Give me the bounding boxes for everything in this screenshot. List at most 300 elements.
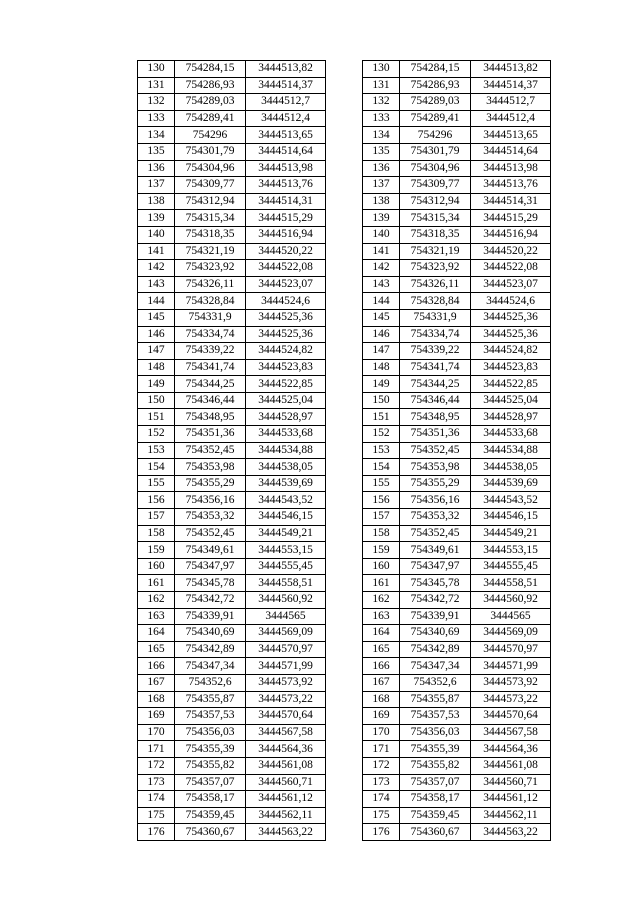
y-coordinate-cell: 3444573,92: [471, 674, 551, 691]
y-coordinate-cell: 3444522,08: [471, 260, 551, 277]
y-coordinate-cell: 3444513,65: [246, 127, 326, 144]
point-number-cell: 156: [138, 492, 175, 509]
table-row: [363, 376, 551, 393]
point-number-cell: 164: [138, 625, 175, 642]
x-coordinate-cell: 754344,25: [175, 376, 246, 393]
table-row: [363, 193, 551, 210]
point-number-cell: 146: [138, 326, 175, 343]
y-coordinate-cell: 3444524,6: [471, 293, 551, 310]
table-row: [363, 757, 551, 774]
point-number-cell: 176: [363, 824, 400, 841]
point-number-cell: 159: [363, 542, 400, 559]
y-coordinate-cell: 3444573,92: [246, 674, 326, 691]
x-coordinate-cell: 754351,36: [400, 426, 471, 443]
point-number-cell: 158: [138, 525, 175, 542]
point-number-cell: 155: [138, 475, 175, 492]
y-coordinate-cell: 3444512,7: [246, 94, 326, 111]
table-row: [138, 807, 326, 824]
y-coordinate-cell: 3444546,15: [471, 509, 551, 526]
point-number-cell: 143: [138, 276, 175, 293]
point-number-cell: 131: [138, 77, 175, 94]
y-coordinate-cell: 3444515,29: [471, 210, 551, 227]
y-coordinate-cell: 3444538,05: [246, 459, 326, 476]
y-coordinate-cell: 3444513,98: [246, 160, 326, 177]
table-row: [138, 376, 326, 393]
point-number-cell: 143: [363, 276, 400, 293]
x-coordinate-cell: 754296: [175, 127, 246, 144]
x-coordinate-cell: 754323,92: [400, 260, 471, 277]
point-number-cell: 155: [363, 475, 400, 492]
table-row: [363, 127, 551, 144]
point-number-cell: 142: [363, 260, 400, 277]
table-row: [363, 807, 551, 824]
point-number-cell: 176: [138, 824, 175, 841]
table-row: [138, 243, 326, 260]
x-coordinate-cell: 754360,67: [400, 824, 471, 841]
x-coordinate-cell: 754358,17: [400, 791, 471, 808]
y-coordinate-cell: 3444525,04: [471, 392, 551, 409]
table-row: [138, 459, 326, 476]
y-coordinate-cell: 3444558,51: [471, 575, 551, 592]
x-coordinate-cell: 754355,39: [175, 741, 246, 758]
table-row: [138, 343, 326, 360]
x-coordinate-cell: 754286,93: [175, 77, 246, 94]
table-row: [363, 592, 551, 609]
y-coordinate-cell: 3444570,64: [471, 708, 551, 725]
y-coordinate-cell: 3444514,31: [471, 193, 551, 210]
point-number-cell: 147: [138, 343, 175, 360]
point-number-cell: 148: [138, 359, 175, 376]
point-number-cell: 131: [363, 77, 400, 94]
table-row: [138, 542, 326, 559]
point-number-cell: 159: [138, 542, 175, 559]
y-coordinate-cell: 3444560,92: [471, 592, 551, 609]
point-number-cell: 162: [138, 592, 175, 609]
table-row: [363, 608, 551, 625]
point-number-cell: 153: [363, 442, 400, 459]
point-number-cell: 145: [138, 309, 175, 326]
x-coordinate-cell: 754340,69: [175, 625, 246, 642]
table-row: [363, 824, 551, 841]
y-coordinate-cell: 3444560,92: [246, 592, 326, 609]
y-coordinate-cell: 3444539,69: [471, 475, 551, 492]
y-coordinate-cell: 3444524,82: [246, 343, 326, 360]
table-row: [138, 61, 326, 78]
point-number-cell: 161: [138, 575, 175, 592]
y-coordinate-cell: 3444525,36: [246, 326, 326, 343]
point-number-cell: 165: [138, 641, 175, 658]
y-coordinate-cell: 3444561,12: [471, 791, 551, 808]
y-coordinate-cell: 3444565: [471, 608, 551, 625]
x-coordinate-cell: 754289,41: [175, 110, 246, 127]
point-number-cell: 157: [363, 509, 400, 526]
table-row: [138, 210, 326, 227]
table-row: [363, 309, 551, 326]
x-coordinate-cell: 754353,32: [175, 509, 246, 526]
table-row: [363, 426, 551, 443]
table-row: [138, 293, 326, 310]
table-row: [138, 741, 326, 758]
y-coordinate-cell: 3444534,88: [246, 442, 326, 459]
x-coordinate-cell: 754334,74: [175, 326, 246, 343]
y-coordinate-cell: 3444570,64: [246, 708, 326, 725]
y-coordinate-cell: 3444514,31: [246, 193, 326, 210]
y-coordinate-cell: 3444514,64: [246, 143, 326, 160]
x-coordinate-cell: 754345,78: [175, 575, 246, 592]
x-coordinate-cell: 754352,6: [175, 674, 246, 691]
x-coordinate-cell: 754355,87: [400, 691, 471, 708]
table-row: [363, 326, 551, 343]
x-coordinate-cell: 754326,11: [400, 276, 471, 293]
table-row: [363, 94, 551, 111]
table-row: [138, 791, 326, 808]
x-coordinate-cell: 754355,39: [400, 741, 471, 758]
y-coordinate-cell: 3444512,4: [471, 110, 551, 127]
x-coordinate-cell: 754321,19: [400, 243, 471, 260]
table-row: [363, 260, 551, 277]
point-number-cell: 135: [138, 143, 175, 160]
point-number-cell: 139: [138, 210, 175, 227]
y-coordinate-cell: 3444569,09: [246, 625, 326, 642]
point-number-cell: 175: [138, 807, 175, 824]
table-row: [138, 757, 326, 774]
x-coordinate-cell: 754289,03: [175, 94, 246, 111]
y-coordinate-cell: 3444534,88: [471, 442, 551, 459]
table-row: [138, 177, 326, 194]
x-coordinate-cell: 754289,41: [400, 110, 471, 127]
y-coordinate-cell: 3444516,94: [246, 226, 326, 243]
point-number-cell: 153: [138, 442, 175, 459]
x-coordinate-cell: 754352,45: [400, 442, 471, 459]
x-coordinate-cell: 754346,44: [400, 392, 471, 409]
point-number-cell: 160: [138, 558, 175, 575]
point-number-cell: 141: [363, 243, 400, 260]
y-coordinate-cell: 3444553,15: [471, 542, 551, 559]
table-row: [138, 691, 326, 708]
y-coordinate-cell: 3444522,85: [471, 376, 551, 393]
table-row: [138, 674, 326, 691]
table-row: [138, 127, 326, 144]
y-coordinate-cell: 3444562,11: [246, 807, 326, 824]
point-number-cell: 138: [138, 193, 175, 210]
x-coordinate-cell: 754359,45: [400, 807, 471, 824]
table-row: [363, 575, 551, 592]
y-coordinate-cell: 3444567,58: [471, 724, 551, 741]
table-row: [363, 110, 551, 127]
table-row: [363, 459, 551, 476]
x-coordinate-cell: 754352,6: [400, 674, 471, 691]
point-number-cell: 175: [363, 807, 400, 824]
point-number-cell: 150: [138, 392, 175, 409]
table-row: [138, 658, 326, 675]
table-row: [363, 741, 551, 758]
y-coordinate-cell: 3444528,97: [471, 409, 551, 426]
point-number-cell: 173: [138, 774, 175, 791]
point-number-cell: 166: [138, 658, 175, 675]
point-number-cell: 173: [363, 774, 400, 791]
x-coordinate-cell: 754345,78: [400, 575, 471, 592]
y-coordinate-cell: 3444564,36: [246, 741, 326, 758]
x-coordinate-cell: 754323,92: [175, 260, 246, 277]
point-number-cell: 172: [138, 757, 175, 774]
y-coordinate-cell: 3444513,98: [471, 160, 551, 177]
point-number-cell: 172: [363, 757, 400, 774]
x-coordinate-cell: 754347,34: [175, 658, 246, 675]
table-row: [363, 177, 551, 194]
y-coordinate-cell: 3444514,64: [471, 143, 551, 160]
point-number-cell: 162: [363, 592, 400, 609]
x-coordinate-cell: 754357,53: [400, 708, 471, 725]
y-coordinate-cell: 3444573,22: [246, 691, 326, 708]
y-coordinate-cell: 3444525,36: [246, 309, 326, 326]
y-coordinate-cell: 3444513,76: [246, 177, 326, 194]
x-coordinate-cell: 754321,19: [175, 243, 246, 260]
x-coordinate-cell: 754346,44: [175, 392, 246, 409]
point-number-cell: 163: [363, 608, 400, 625]
x-coordinate-cell: 754353,98: [400, 459, 471, 476]
x-coordinate-cell: 754355,29: [400, 475, 471, 492]
table-row: [138, 260, 326, 277]
x-coordinate-cell: 754309,77: [400, 177, 471, 194]
table-row: [363, 210, 551, 227]
y-coordinate-cell: 3444564,36: [471, 741, 551, 758]
x-coordinate-cell: 754342,72: [400, 592, 471, 609]
table-row: [138, 558, 326, 575]
y-coordinate-cell: 3444539,69: [246, 475, 326, 492]
x-coordinate-cell: 754328,84: [400, 293, 471, 310]
y-coordinate-cell: 3444561,08: [246, 757, 326, 774]
y-coordinate-cell: 3444570,97: [246, 641, 326, 658]
table-row: [138, 442, 326, 459]
y-coordinate-cell: 3444543,52: [471, 492, 551, 509]
table-row: [363, 708, 551, 725]
table-row: [138, 608, 326, 625]
table-row: [138, 326, 326, 343]
point-number-cell: 156: [363, 492, 400, 509]
point-number-cell: 168: [138, 691, 175, 708]
y-coordinate-cell: 3444565: [246, 608, 326, 625]
point-number-cell: 139: [363, 210, 400, 227]
table-row: [138, 110, 326, 127]
y-coordinate-cell: 3444516,94: [471, 226, 551, 243]
point-number-cell: 145: [363, 309, 400, 326]
x-coordinate-cell: 754347,97: [175, 558, 246, 575]
y-coordinate-cell: 3444524,6: [246, 293, 326, 310]
point-number-cell: 152: [138, 426, 175, 443]
table-row: [138, 276, 326, 293]
table-row: [363, 475, 551, 492]
point-number-cell: 161: [363, 575, 400, 592]
table-row: [138, 509, 326, 526]
point-number-cell: 133: [138, 110, 175, 127]
y-coordinate-cell: 3444555,45: [471, 558, 551, 575]
x-coordinate-cell: 754284,15: [175, 61, 246, 78]
x-coordinate-cell: 754348,95: [400, 409, 471, 426]
table-row: [363, 359, 551, 376]
point-number-cell: 137: [138, 177, 175, 194]
x-coordinate-cell: 754352,45: [400, 525, 471, 542]
y-coordinate-cell: 3444514,37: [246, 77, 326, 94]
point-number-cell: 170: [363, 724, 400, 741]
table-row: [363, 791, 551, 808]
table-row: [363, 343, 551, 360]
x-coordinate-cell: 754357,53: [175, 708, 246, 725]
table-row: [363, 674, 551, 691]
x-coordinate-cell: 754331,9: [400, 309, 471, 326]
x-coordinate-cell: 754328,84: [175, 293, 246, 310]
table-row: [363, 691, 551, 708]
x-coordinate-cell: 754341,74: [175, 359, 246, 376]
x-coordinate-cell: 754312,94: [400, 193, 471, 210]
point-number-cell: 149: [138, 376, 175, 393]
x-coordinate-cell: 754353,98: [175, 459, 246, 476]
point-number-cell: 133: [363, 110, 400, 127]
y-coordinate-cell: 3444513,82: [246, 61, 326, 78]
y-coordinate-cell: 3444525,04: [246, 392, 326, 409]
point-number-cell: 164: [363, 625, 400, 642]
y-coordinate-cell: 3444560,71: [246, 774, 326, 791]
table-row: [363, 243, 551, 260]
x-coordinate-cell: 754351,36: [175, 426, 246, 443]
x-coordinate-cell: 754355,82: [400, 757, 471, 774]
y-coordinate-cell: 3444523,07: [246, 276, 326, 293]
y-coordinate-cell: 3444549,21: [246, 525, 326, 542]
point-number-cell: 140: [363, 226, 400, 243]
point-number-cell: 174: [138, 791, 175, 808]
table-row: [363, 774, 551, 791]
table-row: [363, 409, 551, 426]
point-number-cell: 157: [138, 509, 175, 526]
x-coordinate-cell: 754331,9: [175, 309, 246, 326]
y-coordinate-cell: 3444569,09: [471, 625, 551, 642]
point-number-cell: 170: [138, 724, 175, 741]
table-row: [138, 392, 326, 409]
y-coordinate-cell: 3444522,08: [246, 260, 326, 277]
table-row: [363, 492, 551, 509]
table-row: [363, 143, 551, 160]
y-coordinate-cell: 3444561,08: [471, 757, 551, 774]
table-row: [363, 276, 551, 293]
y-coordinate-cell: 3444514,37: [471, 77, 551, 94]
x-coordinate-cell: 754286,93: [400, 77, 471, 94]
table-row: [363, 542, 551, 559]
y-coordinate-cell: 3444525,36: [471, 309, 551, 326]
point-number-cell: 150: [363, 392, 400, 409]
coordinates-table-right-body: [363, 61, 551, 841]
table-row: [363, 641, 551, 658]
point-number-cell: 168: [363, 691, 400, 708]
table-row: [138, 625, 326, 642]
table-row: [138, 774, 326, 791]
y-coordinate-cell: 3444560,71: [471, 774, 551, 791]
x-coordinate-cell: 754289,03: [400, 94, 471, 111]
point-number-cell: 146: [363, 326, 400, 343]
x-coordinate-cell: 754357,07: [175, 774, 246, 791]
x-coordinate-cell: 754340,69: [400, 625, 471, 642]
y-coordinate-cell: 3444520,22: [246, 243, 326, 260]
x-coordinate-cell: 754315,34: [175, 210, 246, 227]
x-coordinate-cell: 754359,45: [175, 807, 246, 824]
point-number-cell: 151: [138, 409, 175, 426]
x-coordinate-cell: 754353,32: [400, 509, 471, 526]
table-row: [138, 309, 326, 326]
table-row: [138, 575, 326, 592]
coordinates-table-left: [137, 60, 326, 841]
point-number-cell: 154: [363, 459, 400, 476]
x-coordinate-cell: 754284,15: [400, 61, 471, 78]
table-row: [363, 61, 551, 78]
y-coordinate-cell: 3444538,05: [471, 459, 551, 476]
table-row: [363, 392, 551, 409]
x-coordinate-cell: 754339,22: [400, 343, 471, 360]
point-number-cell: 165: [363, 641, 400, 658]
point-number-cell: 132: [363, 94, 400, 111]
x-coordinate-cell: 754360,67: [175, 824, 246, 841]
y-coordinate-cell: 3444571,99: [246, 658, 326, 675]
point-number-cell: 141: [138, 243, 175, 260]
point-number-cell: 174: [363, 791, 400, 808]
y-coordinate-cell: 3444546,15: [246, 509, 326, 526]
table-row: [138, 525, 326, 542]
coordinates-table-left-body: [138, 61, 326, 841]
point-number-cell: 136: [363, 160, 400, 177]
x-coordinate-cell: 754326,11: [175, 276, 246, 293]
table-row: [138, 143, 326, 160]
x-coordinate-cell: 754356,03: [400, 724, 471, 741]
x-coordinate-cell: 754304,96: [175, 160, 246, 177]
x-coordinate-cell: 754355,29: [175, 475, 246, 492]
table-row: [363, 442, 551, 459]
point-number-cell: 171: [363, 741, 400, 758]
point-number-cell: 142: [138, 260, 175, 277]
y-coordinate-cell: 3444515,29: [246, 210, 326, 227]
y-coordinate-cell: 3444573,22: [471, 691, 551, 708]
y-coordinate-cell: 3444553,15: [246, 542, 326, 559]
point-number-cell: 169: [138, 708, 175, 725]
y-coordinate-cell: 3444512,4: [246, 110, 326, 127]
x-coordinate-cell: 754334,74: [400, 326, 471, 343]
x-coordinate-cell: 754348,95: [175, 409, 246, 426]
coordinates-table-right: [362, 60, 551, 841]
point-number-cell: 166: [363, 658, 400, 675]
point-number-cell: 138: [363, 193, 400, 210]
point-number-cell: 169: [363, 708, 400, 725]
point-number-cell: 130: [138, 61, 175, 78]
table-row: [138, 824, 326, 841]
x-coordinate-cell: 754355,82: [175, 757, 246, 774]
table-row: [363, 509, 551, 526]
y-coordinate-cell: 3444533,68: [471, 426, 551, 443]
point-number-cell: 154: [138, 459, 175, 476]
y-coordinate-cell: 3444533,68: [246, 426, 326, 443]
x-coordinate-cell: 754349,61: [400, 542, 471, 559]
point-number-cell: 137: [363, 177, 400, 194]
table-row: [363, 77, 551, 94]
y-coordinate-cell: 3444523,83: [471, 359, 551, 376]
table-row: [138, 475, 326, 492]
point-number-cell: 135: [363, 143, 400, 160]
table-row: [138, 160, 326, 177]
point-number-cell: 134: [138, 127, 175, 144]
y-coordinate-cell: 3444543,52: [246, 492, 326, 509]
x-coordinate-cell: 754352,45: [175, 525, 246, 542]
y-coordinate-cell: 3444525,36: [471, 326, 551, 343]
x-coordinate-cell: 754339,91: [175, 608, 246, 625]
x-coordinate-cell: 754344,25: [400, 376, 471, 393]
y-coordinate-cell: 3444570,97: [471, 641, 551, 658]
x-coordinate-cell: 754352,45: [175, 442, 246, 459]
table-row: [363, 558, 551, 575]
